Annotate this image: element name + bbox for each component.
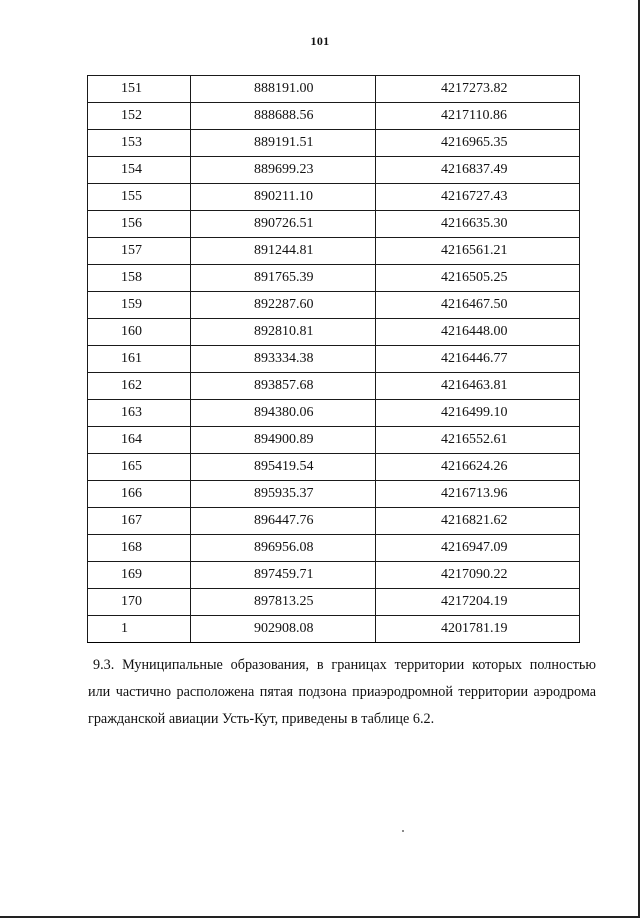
x-coordinate-cell: 896447.76 — [191, 508, 376, 535]
y-coordinate-cell: 4216947.09 — [376, 535, 580, 562]
x-coordinate-cell: 895935.37 — [191, 481, 376, 508]
page-number: 101 — [310, 34, 330, 48]
x-coordinate-cell: 894900.89 — [191, 427, 376, 454]
x-coordinate-cell: 892287.60 — [191, 292, 376, 319]
y-coordinate-cell: 4217273.82 — [376, 76, 580, 103]
y-coordinate-cell: 4216463.81 — [376, 373, 580, 400]
table-row — [88, 292, 580, 319]
y-coordinate-cell: 4216561.21 — [376, 238, 580, 265]
y-coordinate-cell: 4216965.35 — [376, 130, 580, 157]
x-coordinate-cell: 893857.68 — [191, 373, 376, 400]
point-number-cell: 170 — [88, 589, 191, 616]
x-coordinate-cell: 889191.51 — [191, 130, 376, 157]
point-number-cell: 151 — [88, 76, 191, 103]
x-coordinate-cell: 890211.10 — [191, 184, 376, 211]
table-row — [88, 589, 580, 616]
x-coordinate-cell: 902908.08 — [191, 616, 376, 643]
y-coordinate-cell: 4216713.96 — [376, 481, 580, 508]
y-coordinate-cell: 4216624.26 — [376, 454, 580, 481]
table-row — [88, 238, 580, 265]
y-coordinate-cell: 4216467.50 — [376, 292, 580, 319]
y-coordinate-cell: 4216727.43 — [376, 184, 580, 211]
table-row — [88, 508, 580, 535]
table-row — [88, 481, 580, 508]
point-number-cell: 160 — [88, 319, 191, 346]
point-number-cell: 163 — [88, 400, 191, 427]
y-coordinate-cell: 4217110.86 — [376, 103, 580, 130]
scan-speck — [402, 830, 404, 832]
x-coordinate-cell: 895419.54 — [191, 454, 376, 481]
table-row — [88, 562, 580, 589]
y-coordinate-cell: 4216448.00 — [376, 319, 580, 346]
y-coordinate-cell: 4216552.61 — [376, 427, 580, 454]
x-coordinate-cell: 888191.00 — [191, 76, 376, 103]
table-row — [88, 427, 580, 454]
table-row — [88, 373, 580, 400]
table-row — [88, 130, 580, 157]
table-row — [88, 346, 580, 373]
table-row — [88, 76, 580, 103]
x-coordinate-cell: 897813.25 — [191, 589, 376, 616]
point-number-cell: 1 — [88, 616, 191, 643]
y-coordinate-cell: 4216505.25 — [376, 265, 580, 292]
point-number-cell: 152 — [88, 103, 191, 130]
table-row — [88, 616, 580, 643]
point-number-cell: 159 — [88, 292, 191, 319]
point-number-cell: 156 — [88, 211, 191, 238]
table-row — [88, 400, 580, 427]
y-coordinate-cell: 4201781.19 — [376, 616, 580, 643]
y-coordinate-cell: 4216635.30 — [376, 211, 580, 238]
point-number-cell: 162 — [88, 373, 191, 400]
point-number-cell: 158 — [88, 265, 191, 292]
x-coordinate-cell: 888688.56 — [191, 103, 376, 130]
y-coordinate-cell: 4216499.10 — [376, 400, 580, 427]
x-coordinate-cell: 892810.81 — [191, 319, 376, 346]
point-number-cell: 167 — [88, 508, 191, 535]
point-number-cell: 165 — [88, 454, 191, 481]
point-number-cell: 166 — [88, 481, 191, 508]
x-coordinate-cell: 891244.81 — [191, 238, 376, 265]
table-row — [88, 157, 580, 184]
point-number-cell: 168 — [88, 535, 191, 562]
y-coordinate-cell: 4217090.22 — [376, 562, 580, 589]
table-row — [88, 184, 580, 211]
point-number-cell: 153 — [88, 130, 191, 157]
x-coordinate-cell: 894380.06 — [191, 400, 376, 427]
table-row — [88, 265, 580, 292]
x-coordinate-cell: 897459.71 — [191, 562, 376, 589]
point-number-cell: 169 — [88, 562, 191, 589]
table-row — [88, 454, 580, 481]
point-number-cell: 155 — [88, 184, 191, 211]
point-number-cell: 157 — [88, 238, 191, 265]
y-coordinate-cell: 4216837.49 — [376, 157, 580, 184]
table-row — [88, 319, 580, 346]
coordinates-table-body — [88, 76, 580, 643]
x-coordinate-cell: 893334.38 — [191, 346, 376, 373]
coordinates-table — [87, 75, 580, 643]
y-coordinate-cell: 4216821.62 — [376, 508, 580, 535]
paragraph-line: или частично расположена пятая подзона приаэродромной территории аэродрома — [88, 684, 596, 700]
x-coordinate-cell: 891765.39 — [191, 265, 376, 292]
table-row — [88, 535, 580, 562]
paragraph-line: гражданской авиации Усть-Кут, приведены в таблице 6.2. — [88, 711, 435, 727]
y-coordinate-cell: 4216446.77 — [376, 346, 580, 373]
x-coordinate-cell: 890726.51 — [191, 211, 376, 238]
point-number-cell: 164 — [88, 427, 191, 454]
table-row — [88, 211, 580, 238]
y-coordinate-cell: 4217204.19 — [376, 589, 580, 616]
table-row — [88, 103, 580, 130]
point-number-cell: 154 — [88, 157, 191, 184]
x-coordinate-cell: 889699.23 — [191, 157, 376, 184]
paragraph-line: 9.3. Муниципальные образования, в границах территории которых полностью — [93, 657, 596, 673]
section-paragraph — [88, 652, 596, 733]
x-coordinate-cell: 896956.08 — [191, 535, 376, 562]
point-number-cell: 161 — [88, 346, 191, 373]
